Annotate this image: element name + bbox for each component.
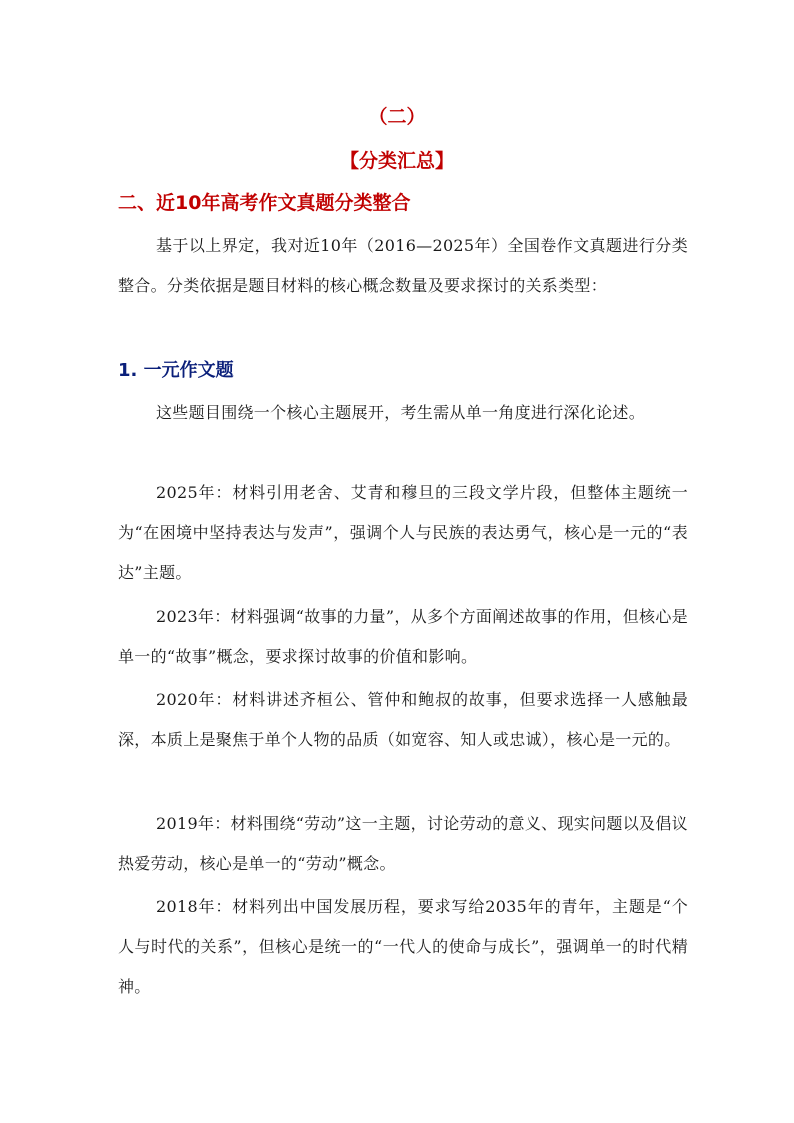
- item-paragraph: 2025年：材料引用老舍、艾青和穆旦的三段文学片段，但整体主题统一为“在困境中坚持表达与发声”，强调个人与民族的表达勇气，核心是一元的“表达”主题。: [118, 483, 688, 582]
- item-paragraph: 2018年：材料列出中国发展历程，要求写给2035年的青年，主题是“个人与时代的关系”，但核心是统一的“一代人的使命与成长”，强调单一的时代精神。: [118, 897, 688, 996]
- section-label: 【分类汇总】: [339, 150, 454, 172]
- part-label: （二）: [368, 106, 426, 128]
- intro-paragraph: 基于以上界定，我对近10年（2016—2025年）全国卷作文真题进行分类整合。分类依据是题目材料的核心概念数量及要求探讨的关系类型：: [118, 236, 688, 295]
- section-heading: 二、近10年高考作文真题分类整合: [118, 192, 411, 214]
- subheading-description: 这些题目围绕一个核心主题展开，考生需从单一角度进行深化论述。: [156, 403, 646, 422]
- subheading: 1. 一元作文题: [118, 360, 234, 381]
- item-paragraph: 2020年：材料讲述齐桓公、管仲和鲍叔的故事，但要求选择一人感触最深，本质上是聚焦于单个人物的品质（如宽容、知人或忠诚），核心是一元的。: [118, 690, 688, 749]
- item-paragraph: 2019年：材料围绕“劳动”这一主题，讨论劳动的意义、现实问题以及倡议热爱劳动，核心是单一的“劳动”概念。: [118, 814, 688, 873]
- item-paragraph: 2023年：材料强调“故事的力量”，从多个方面阐述故事的作用，但核心是单一的“故事”概念，要求探讨故事的价值和影响。: [118, 607, 688, 666]
